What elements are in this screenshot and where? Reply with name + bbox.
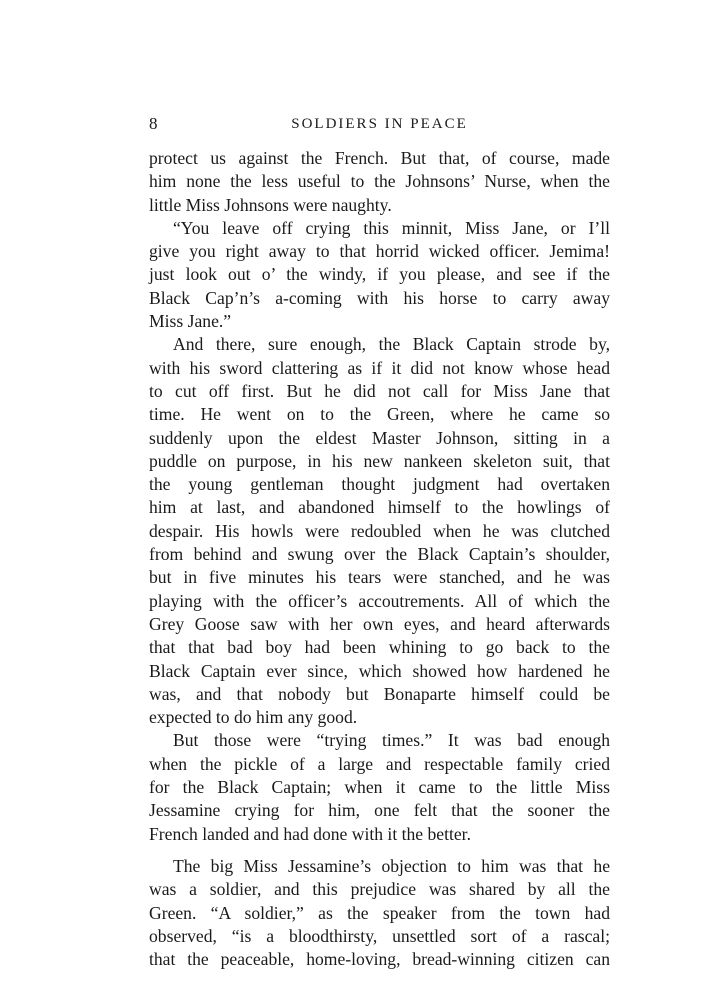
- text-line: that that bad boy had been whining to go back to the: [149, 637, 610, 658]
- text-line: give you right away to that horrid wicked officer. Jemima!: [149, 241, 610, 262]
- text-line: Jessamine crying for him, one felt that the sooner the: [149, 800, 610, 821]
- text-line: Green. “A soldier,” as the speaker from the town had: [149, 902, 610, 923]
- paragraph-gap: [149, 846, 610, 855]
- text-line: Miss Jane.”: [149, 311, 232, 332]
- running-title: SOLDIERS IN PEACE: [291, 116, 468, 132]
- body-text: [149, 147, 610, 971]
- text-line: Black Cap’n’s a-coming with his horse to carry away: [149, 287, 610, 308]
- text-line: The big Miss Jessamine’s objection to him was that he: [173, 855, 610, 876]
- text-line: but in five minutes his tears were stanched, and he was: [149, 567, 610, 588]
- text-line: from behind and swung over the Black Captain’s shoulder,: [149, 544, 610, 565]
- text-line: when the pickle of a large and respectable family cried: [149, 753, 610, 774]
- text-line: puddle on purpose, in his new nankeen skeleton suit, that: [149, 450, 610, 471]
- text-line: that the peaceable, home-loving, bread-winning citizen can: [149, 949, 610, 970]
- text-line: And there, sure enough, the Black Captain strode by,: [173, 334, 610, 355]
- text-line: was a soldier, and this prejudice was shared by all the: [149, 879, 610, 900]
- text-line: him none the less useful to the Johnsons’ Nurse, when the: [149, 171, 610, 192]
- text-line: little Miss Johnsons were naughty.: [149, 194, 392, 215]
- text-line: protect us against the French. But that, of course, made: [149, 148, 610, 168]
- page-number: 8: [149, 114, 158, 133]
- text-line: observed, “is a bloodthirsty, unsettled sort of a rascal;: [149, 925, 610, 946]
- text-line: But those were “trying times.” It was bad enough: [173, 730, 610, 751]
- text-line: suddenly upon the eldest Master Johnson, sitting in a: [149, 427, 610, 448]
- text-line: just look out o’ the windy, if you please, and see if the: [149, 264, 610, 285]
- text-line: with his sword clattering as if it did not know whose head: [149, 357, 610, 378]
- text-line: French landed and had done with it the better.: [149, 823, 471, 844]
- running-head: [149, 113, 610, 135]
- text-line: expected to do him any good.: [149, 707, 358, 728]
- text-line: “You leave off crying this minnit, Miss Jane, or I’ll: [173, 217, 610, 238]
- text-line: the young gentleman thought judgment had overtaken: [149, 474, 610, 495]
- text-line: time. He went on to the Green, where he came so: [149, 404, 610, 425]
- text-line: for the Black Captain; when it came to the little Miss: [149, 777, 610, 798]
- text-line: playing with the officer’s accoutrements. All of which the: [149, 590, 610, 611]
- text-line: Black Captain ever since, which showed how hardened he: [149, 660, 610, 681]
- text-line: him at last, and abandoned himself to the howlings of: [149, 497, 610, 518]
- text-line: to cut off first. But he did not call for Miss Jane that: [149, 380, 610, 401]
- text-line: Grey Goose saw with her own eyes, and heard afterwards: [149, 613, 610, 634]
- text-line: despair. His howls were redoubled when he was clutched: [149, 520, 610, 541]
- text-line: was, and that nobody but Bonaparte himself could be: [149, 683, 610, 704]
